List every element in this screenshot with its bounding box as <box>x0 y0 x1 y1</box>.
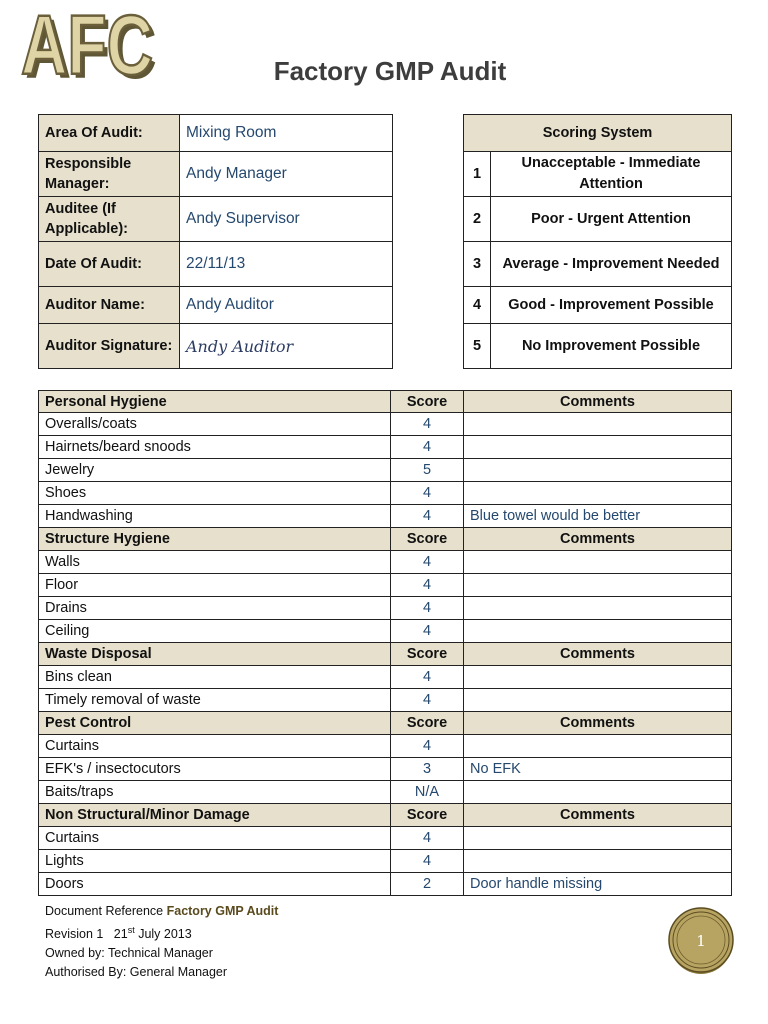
audit-checklist-table <box>38 390 732 896</box>
audit-info-row <box>39 287 393 324</box>
checklist-row <box>39 413 732 436</box>
checklist-row <box>39 620 732 643</box>
page-title: Factory GMP Audit <box>273 56 507 86</box>
checklist-item: Jewelry <box>39 459 391 482</box>
audit-info-row <box>39 242 393 287</box>
audit-info-table <box>38 114 393 369</box>
checklist-item: Curtains <box>39 827 391 850</box>
item-score: 4 <box>391 482 464 505</box>
scoring-row <box>464 287 732 324</box>
scoring-number: 2 <box>464 197 491 242</box>
item-comment <box>464 436 732 459</box>
checklist-row <box>39 781 732 804</box>
auditor-signature: Andy Auditor <box>180 324 393 369</box>
item-comment <box>464 850 732 873</box>
audit-info-label: Responsible Manager: <box>39 152 180 197</box>
audit-info-value: Andy Supervisor <box>180 197 393 242</box>
item-score: 4 <box>391 574 464 597</box>
scoring-description: Good - Improvement Possible <box>491 287 732 324</box>
checklist-row <box>39 735 732 758</box>
item-comment <box>464 827 732 850</box>
audit-info-label: Auditee (If Applicable): <box>39 197 180 242</box>
audit-info-label: Auditor Signature: <box>39 324 180 369</box>
checklist-row <box>39 758 732 781</box>
checklist-item: Floor <box>39 574 391 597</box>
section-header-row <box>39 528 732 551</box>
revision-label: Revision 1 <box>45 927 104 942</box>
checklist-row <box>39 574 732 597</box>
checklist-item: Timely removal of waste <box>39 689 391 712</box>
audit-info-label: Area Of Audit: <box>39 115 180 152</box>
comments-column-header: Comments <box>464 712 732 735</box>
scoring-description: Average - Improvement Needed <box>491 242 732 287</box>
audit-info-row <box>39 324 393 369</box>
revision-line <box>45 921 278 944</box>
page-number-seal <box>666 905 736 975</box>
item-score: 4 <box>391 850 464 873</box>
scoring-number: 4 <box>464 287 491 324</box>
item-score: 4 <box>391 505 464 528</box>
audit-info-row <box>39 115 393 152</box>
page-number: 1 <box>696 932 706 950</box>
checklist-item: Curtains <box>39 735 391 758</box>
checklist-row <box>39 505 732 528</box>
checklist-row <box>39 873 732 896</box>
comments-column-header: Comments <box>464 804 732 827</box>
item-comment <box>464 620 732 643</box>
item-comment <box>464 482 732 505</box>
scoring-number: 5 <box>464 324 491 369</box>
checklist-row <box>39 689 732 712</box>
document-reference <box>45 902 278 921</box>
audit-info-value: Andy Manager <box>180 152 393 197</box>
checklist-row <box>39 827 732 850</box>
revision-date: July 2013 <box>138 927 192 942</box>
logo-shadow: AFC <box>25 6 157 84</box>
doc-ref-label: Document Reference <box>45 904 164 918</box>
checklist-item: Handwashing <box>39 505 391 528</box>
item-score: 3 <box>391 758 464 781</box>
item-score: 4 <box>391 827 464 850</box>
checklist-row <box>39 597 732 620</box>
scoring-row <box>464 152 732 197</box>
audit-info-label: Date Of Audit: <box>39 242 180 287</box>
score-column-header: Score <box>391 528 464 551</box>
scoring-row <box>464 324 732 369</box>
checklist-row <box>39 459 732 482</box>
item-comment <box>464 781 732 804</box>
checklist-item: Ceiling <box>39 620 391 643</box>
checklist-item: Overalls/coats <box>39 413 391 436</box>
section-title: Waste Disposal <box>39 643 391 666</box>
revision-suffix: st <box>127 925 135 935</box>
audit-info-row <box>39 197 393 242</box>
item-comment <box>464 459 732 482</box>
item-comment <box>464 413 732 436</box>
item-score: 4 <box>391 689 464 712</box>
item-score: 2 <box>391 873 464 896</box>
item-score: N/A <box>391 781 464 804</box>
checklist-row <box>39 666 732 689</box>
afc-logo <box>18 6 158 84</box>
section-header-row <box>39 804 732 827</box>
checklist-item: Doors <box>39 873 391 896</box>
checklist-item: Baits/traps <box>39 781 391 804</box>
score-column-header: Score <box>391 804 464 827</box>
comments-column-header: Comments <box>464 643 732 666</box>
item-comment <box>464 735 732 758</box>
section-title: Pest Control <box>39 712 391 735</box>
item-comment: Door handle missing <box>464 873 732 896</box>
document-footer <box>45 902 278 982</box>
score-column-header: Score <box>391 712 464 735</box>
item-comment <box>464 551 732 574</box>
comments-column-header: Comments <box>464 391 732 413</box>
item-comment: Blue towel would be better <box>464 505 732 528</box>
checklist-item: Lights <box>39 850 391 873</box>
item-score: 4 <box>391 436 464 459</box>
scoring-row <box>464 197 732 242</box>
section-title: Personal Hygiene <box>39 391 391 413</box>
checklist-item: Shoes <box>39 482 391 505</box>
checklist-row <box>39 482 732 505</box>
scoring-number: 1 <box>464 152 491 197</box>
scoring-description: Unacceptable - Immediate Attention <box>491 152 732 197</box>
section-header-row <box>39 643 732 666</box>
audit-info-value: Andy Auditor <box>180 287 393 324</box>
score-column-header: Score <box>391 643 464 666</box>
logo-text: AFC <box>21 6 153 84</box>
section-header-row <box>39 391 732 413</box>
section-title: Non Structural/Minor Damage <box>39 804 391 827</box>
item-comment <box>464 666 732 689</box>
checklist-item: Hairnets/beard snoods <box>39 436 391 459</box>
item-comment: No EFK <box>464 758 732 781</box>
audit-info-row <box>39 152 393 197</box>
checklist-row <box>39 436 732 459</box>
authorised-by: Authorised By: General Manager <box>45 965 228 980</box>
scoring-description: No Improvement Possible <box>491 324 732 369</box>
item-score: 4 <box>391 735 464 758</box>
item-score: 5 <box>391 459 464 482</box>
checklist-row <box>39 850 732 873</box>
scoring-description: Poor - Urgent Attention <box>491 197 732 242</box>
scoring-header-row <box>464 115 732 152</box>
section-header-row <box>39 712 732 735</box>
checklist-item: Drains <box>39 597 391 620</box>
checklist-row <box>39 551 732 574</box>
item-comment <box>464 689 732 712</box>
doc-ref-value: Factory GMP Audit <box>166 904 279 918</box>
scoring-row <box>464 242 732 287</box>
scoring-number: 3 <box>464 242 491 287</box>
audit-info-value: 22/11/13 <box>180 242 393 287</box>
item-score: 4 <box>391 413 464 436</box>
item-comment <box>464 574 732 597</box>
item-score: 4 <box>391 620 464 643</box>
item-score: 4 <box>391 551 464 574</box>
checklist-item: Walls <box>39 551 391 574</box>
item-comment <box>464 597 732 620</box>
checklist-item: Bins clean <box>39 666 391 689</box>
audit-info-label: Auditor Name: <box>39 287 180 324</box>
audit-info-value: Mixing Room <box>180 115 393 152</box>
section-title: Structure Hygiene <box>39 528 391 551</box>
owned-by: Owned by: Technical Manager <box>45 946 213 961</box>
item-score: 4 <box>391 666 464 689</box>
item-score: 4 <box>391 597 464 620</box>
comments-column-header: Comments <box>464 528 732 551</box>
revision-day: 21 <box>113 927 128 942</box>
scoring-system-table <box>463 114 732 369</box>
score-column-header: Score <box>391 391 464 413</box>
scoring-title: Scoring System <box>464 115 732 152</box>
checklist-item: EFK's / insectocutors <box>39 758 391 781</box>
